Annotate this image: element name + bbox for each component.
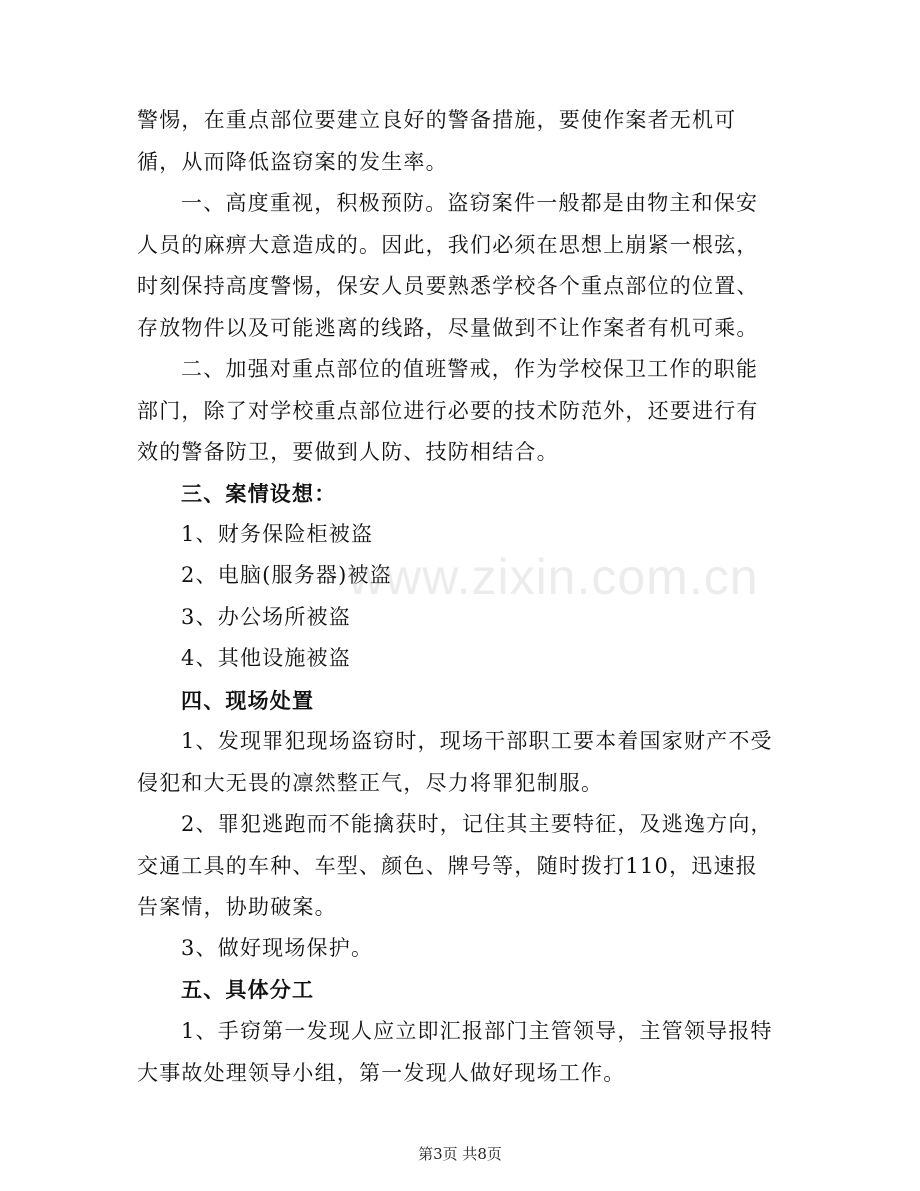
paragraph-division-1: 1、手窃第一发现人应立即汇报部门主管领导，主管领导报特大事故处理领导小组，第一发现人做好现场工作。 — [137, 1019, 773, 1085]
paragraph-handling-1: 1、发现罪犯现场盗窃时，现场干部职工要本着国家财产不受侵犯和大无畏的凛然整正气，尽力将罪犯制服。 — [137, 729, 773, 795]
heading-case-scenarios: 三、案情设想： — [181, 481, 337, 506]
paragraph-handling-2: 2、罪犯逃跑而不能擒获时，记住其主要特征，及逃逸方向，交通工具的车种、车型、颜色、牌号等，随时拨打110，迅速报告案情，协助破案。 — [137, 812, 773, 919]
heading-division-of-labor: 五、具体分工 — [181, 977, 315, 1002]
paragraph-section-2: 二、加强对重点部位的值班警戒，作为学校保卫工作的职能部门，除了对学校重点部位进行必要的技术防范外，还要进行有效的警备防卫，要做到人防、技防相结合。 — [137, 357, 759, 464]
heading-onsite-handling: 四、现场处置 — [181, 688, 315, 713]
page-number-footer: 第3页 共8页 — [418, 1145, 502, 1163]
list-item-scenario-2: 2、电脑(服务器)被盗 — [181, 563, 392, 587]
paragraph-section-1: 一、高度重视，积极预防。盗窃案件一般都是由物主和保安人员的麻痹大意造成的。因此，我们必须在思想上崩紧一根弦，时刻保持高度警惕，保安人员要熟悉学校各个重点部位的位置、存放物件以及可能逃离的线路，尽量做到不让作案者有机可乘。 — [137, 191, 759, 340]
list-item-scenario-3: 3、办公场所被盗 — [181, 605, 351, 629]
paragraph-intro: 警惕，在重点部位要建立良好的警备措施，要使作案者无机可循，从而降低盗窃案的发生率。 — [137, 108, 737, 174]
list-item-handling-3: 3、做好现场保护。 — [181, 936, 374, 960]
watermark: www.zixin.com.cn — [348, 549, 759, 605]
list-item-scenario-1: 1、财务保险柜被盗 — [181, 522, 374, 546]
list-item-scenario-4: 4、其他设施被盗 — [181, 646, 351, 670]
